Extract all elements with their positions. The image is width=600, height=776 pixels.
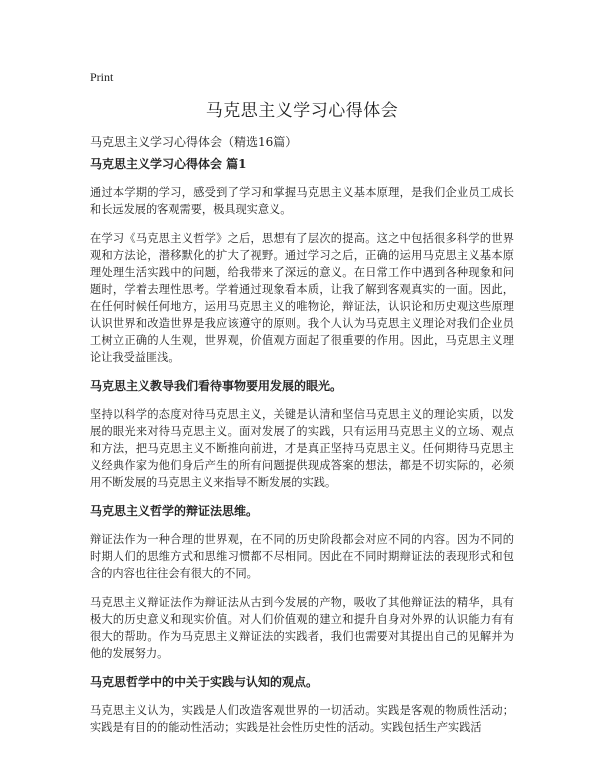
section-heading: 马克思主义哲学的辩证法思维。 [90, 504, 259, 518]
paragraph: 马克思主义辩证法作为辩证法从古到今发展的产物，吸收了其他辩证法的精华，具有极大的历史意义和现实价值。对人们价值观的建立和提升自身对外界的认识能力有有很大的帮助。作为马克思主义辩证法的实践者，我们也需要对其提出自己的见解并为他的发展努力。 [90, 596, 514, 660]
document-title: 马克思主义学习心得体会 [205, 101, 399, 121]
print-label: Print [90, 70, 114, 84]
section-1 [90, 156, 514, 366]
paragraph: 辩证法作为一种合理的世界观，在不同的历史阶段都会对应不同的内容。因为不同的时期人们的思维方式和思维习惯都不尽相同。因此在不同时期辩证法的表现形式和包含的内容也往往会有很大的不同。 [90, 533, 514, 580]
paragraph: 马克思主义认为，实践是人们改造客观世界的一切活动。实践是客观的物质性活动；实践是有目的的能动性活动；实践是社会性历史性的活动。实践包括生产实践活 [90, 704, 514, 734]
document-content [90, 156, 514, 746]
paragraph: 坚持以科学的态度对待马克思主义，关键是认清和坚信马克思主义的理论实质，以发展的眼光来对待马克思主义。面对发展了的实践，只有运用马克思主义的立场、观点和方法，把马克思主义不断推向前进，才是真正坚持马克思主义。任何期待马克思主义经典作家为他们身后产生的所有问题提供现成答案的想法，都是不切实际的，必须用不断发展的马克思主义来指导不断发展的实践。 [90, 408, 514, 489]
section-heading: 马克思主义教导我们看待事物要用发展的眼光。 [90, 379, 343, 393]
document-subtitle: 马克思主义学习心得体会（精选16篇） [90, 135, 298, 149]
section-2 [90, 378, 514, 491]
section-3 [90, 503, 514, 662]
section-heading: 马克思哲学中的中关于实践与认知的观点。 [90, 675, 319, 689]
section-heading: 马克思主义学习心得体会 篇1 [90, 157, 247, 171]
paragraph: 在学习《马克思主义哲学》之后，思想有了层次的提高。这之中包括很多科学的世界观和方法论，潜移默化的扩大了视野。通过学习之后，正确的运用马克思主义基本原理处理生活实践中的问题，给我带来了深远的意义。在日常工作中遇到各种现象和问题时，学着去理性思考。学着通过现象看本质，让我了解到客观真实的一面。因此，在任何时候任何地方，运用马克思主义的唯物论，辩证法，认识论和历史观这些原理认识世界和改造世界是我应该遵守的原则。我个人认为马克思主义理论对我们企业员工树立正确的人生观，世界观，价值观方面起了很重要的作用。因此，马克思主义理论让我受益匪浅。 [90, 232, 514, 364]
paragraph: 通过本学期的学习，感受到了学习和掌握马克思主义基本原理，是我们企业员工成长和长远发展的客观需要，极具现实意义。 [90, 186, 514, 216]
section-4 [90, 674, 514, 736]
